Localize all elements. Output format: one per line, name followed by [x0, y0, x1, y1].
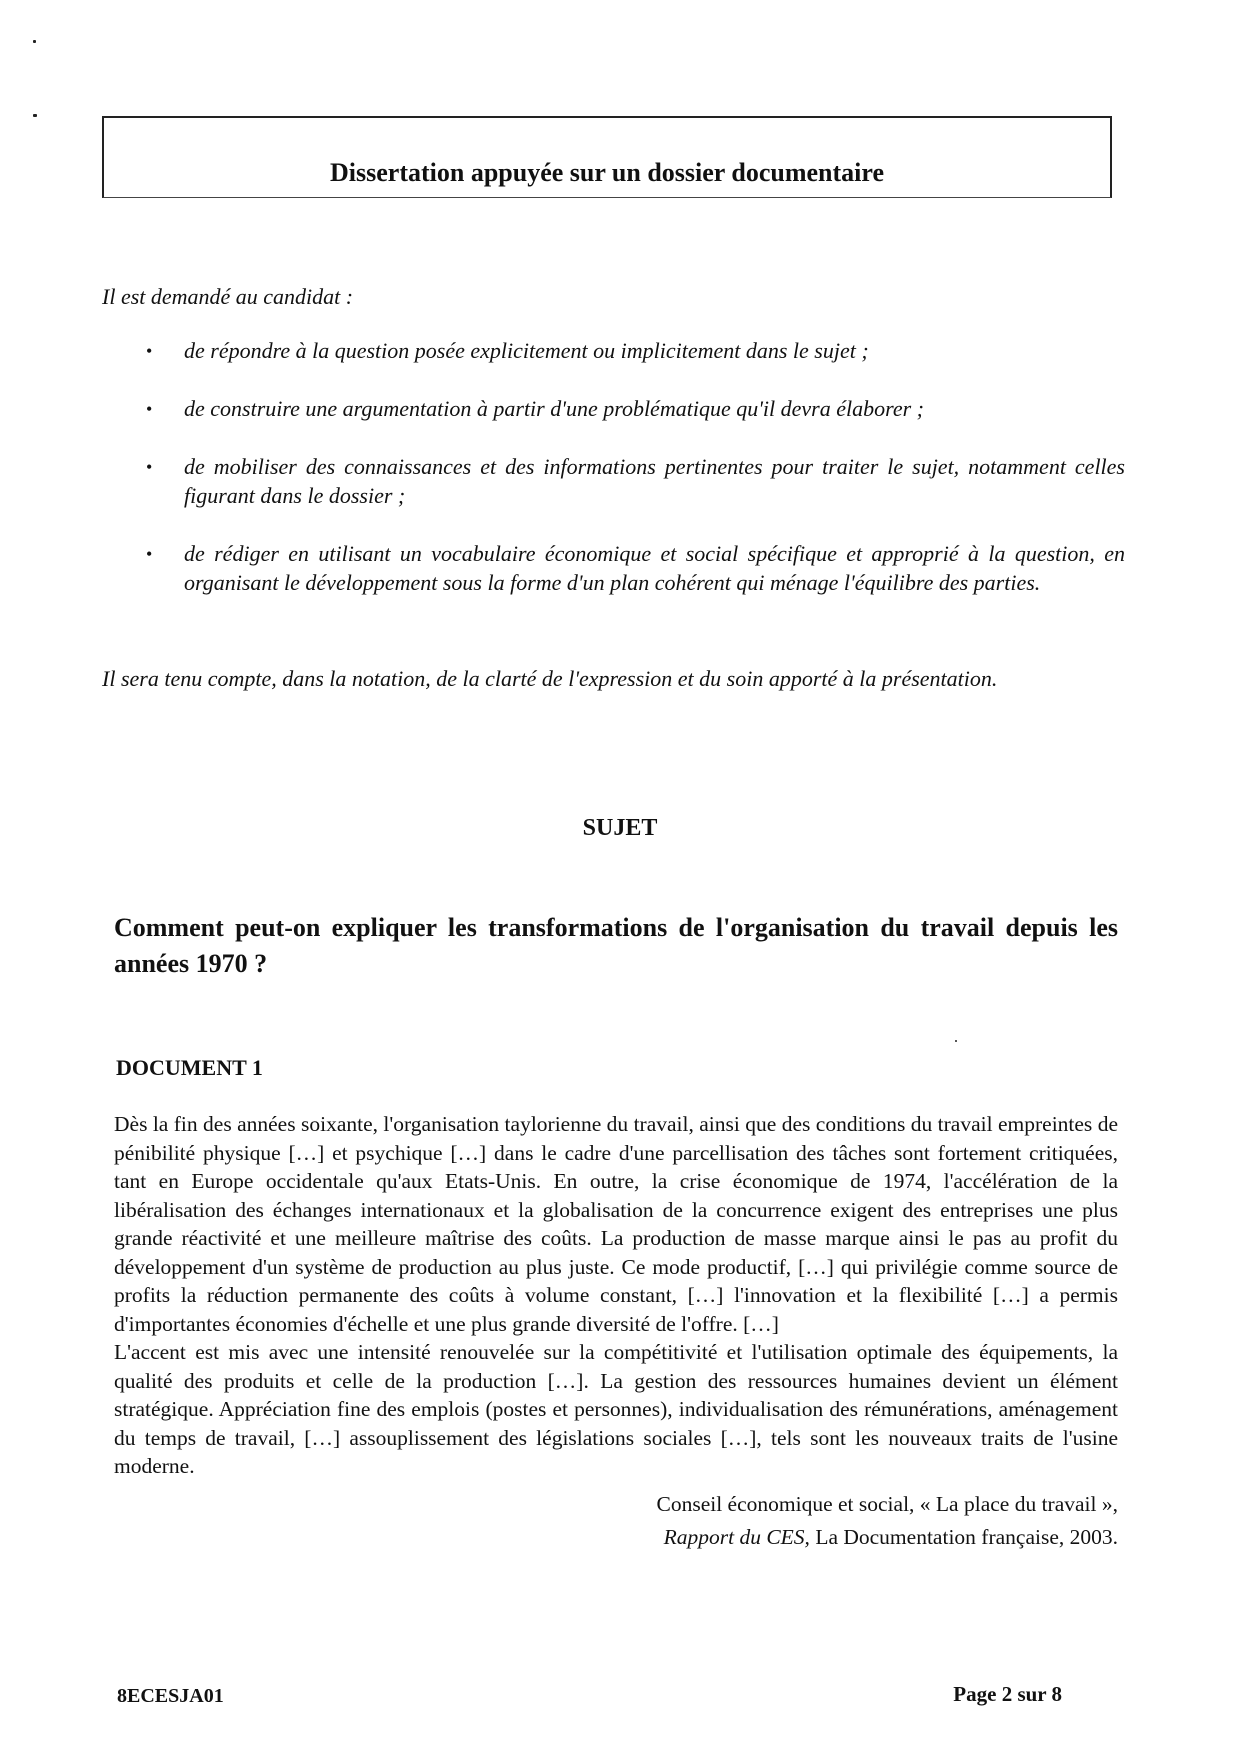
page-number: Page 2 sur 8 — [953, 1682, 1062, 1706]
document-paragraph-2: L'accent est mis avec une intensité renouvelée sur la compétitivité et l'utilisation optimale des équipements, la qualité des produits et celle de la production […]. La gestion des ressources humaines devient un élément stratégique. Appréciation fine des emplois (postes et personnes), individualisation des rémunérations, aménagement du temps de travail, […] assouplissement des législations sociales […], tels sont les nouveaux traits de l'usine moderne. — [114, 1340, 1118, 1478]
list-item — [140, 452, 1125, 510]
instructions-list — [140, 336, 1125, 626]
bullet-icon: • — [146, 544, 153, 564]
scan-speck — [33, 40, 36, 43]
grading-note: Il sera tenu compte, dans la notation, de la clarté de l'expression et du soin apporté à la présentation. — [102, 666, 998, 691]
exam-code: 8ECESJA01 — [117, 1685, 224, 1707]
instructions-intro: Il est demandé au candidat : — [102, 284, 354, 309]
scan-speck — [33, 114, 37, 117]
source-report-title: Rapport du CES, — [663, 1525, 810, 1549]
scan-speck — [955, 1040, 957, 1042]
source-publisher: La Documentation française, 2003. — [809, 1525, 1118, 1549]
source-line-1: Conseil économique et social, « La place du travail », — [656, 1492, 1118, 1516]
list-item — [140, 539, 1125, 597]
sujet-heading: SUJET — [582, 815, 658, 841]
list-item-text: de construire une argumentation à partir d'une problématique qu'il devra élaborer ; — [184, 396, 924, 421]
list-item-text: de répondre à la question posée explicitement ou implicitement dans le sujet ; — [184, 338, 869, 363]
sujet-question: Comment peut-on expliquer les transformations de l'organisation du travail depuis les années 1970 ? — [114, 913, 1118, 978]
document-label: DOCUMENT 1 — [116, 1055, 263, 1080]
list-item — [140, 394, 1125, 423]
document-paragraph-1: Dès la fin des années soixante, l'organisation taylorienne du travail, ainsi que des conditions du travail empreintes de pénibilité physique […] et psychique […] dans le cadre d'une parcellisation des tâches sont fortement critiquées, tant en Europe occidentale qu'aux Etats-Unis. En outre, la crise économique de 1974, l'accélération de la libéralisation des échanges internationaux et la globalisation de la concurrence exigent des entreprises une plus grande réactivité et une meilleure maîtrise des coûts. La production de masse marque ainsi le pas au profit du développement d'un système de production au plus juste. Ce mode productif, […] qui privilégie comme source de profits la réduction permanente des coûts à volume constant, […] l'innovation et la flexibilité […] a permis d'importantes économies d'échelle et une plus grande diversité de l'offre. […] — [114, 1112, 1118, 1336]
title-box — [102, 116, 1112, 198]
document-text — [114, 1110, 1118, 1481]
source-line-2 — [656, 1521, 1118, 1554]
document-source — [656, 1488, 1118, 1554]
page-title: Dissertation appuyée sur un dossier documentaire — [330, 158, 884, 187]
bullet-icon: • — [146, 399, 153, 419]
list-item — [140, 336, 1125, 365]
bullet-icon: • — [146, 341, 153, 361]
list-item-text: de mobiliser des connaissances et des informations pertinentes pour traiter le sujet, notamment celles figurant dans le dossier ; — [184, 454, 1125, 508]
bullet-icon: • — [146, 457, 153, 477]
list-item-text: de rédiger en utilisant un vocabulaire économique et social spécifique et approprié à la question, en organisant le développement sous la forme d'un plan cohérent qui ménage l'équilibre des parties. — [184, 541, 1125, 595]
